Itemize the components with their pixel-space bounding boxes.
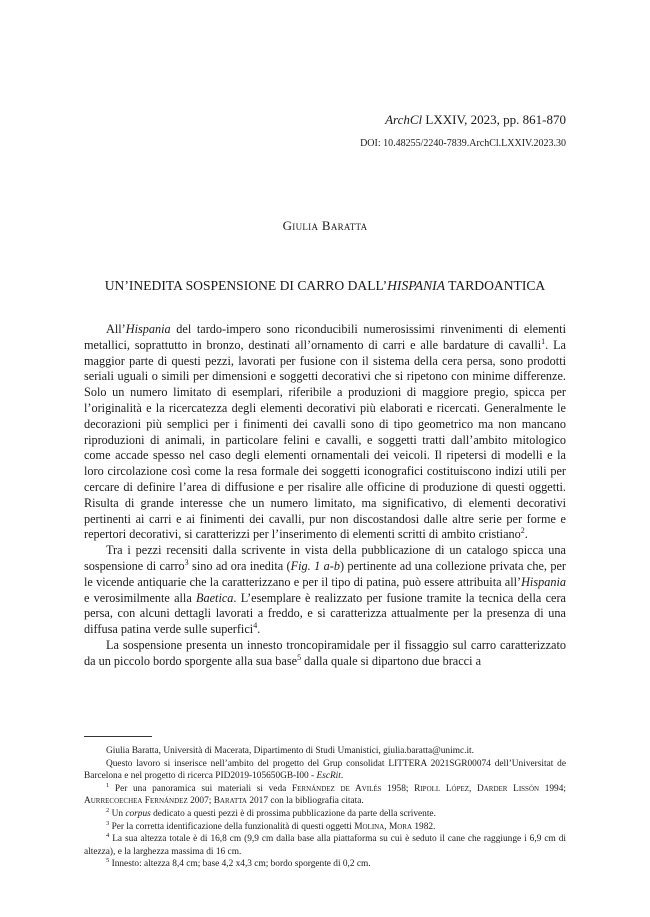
footnote-1: $^1$ Per una panoramica sui materiali si veda Fernández de Avilés 1958; Ripoll López, Darder Lissón 1994; Aurrecoechea Fernández 2007; Baratta 2017 con la bibliografia citata.: [84, 781, 566, 807]
footnote-affiliation: Giulia Baratta, Università di Macerata, Dipartimento di Studi Umanistici, giulia.baratta@unimc.it.: [106, 746, 474, 756]
footnotes: [84, 745, 566, 871]
footnote-ref-3: 3: [184, 557, 189, 567]
footnote-4: $^4$ La sua altezza totale è di 16,8 cm (9,9 cm dalla base alla piattaforma su cui è seduto il cane che raggiunge i 6,9 cm di altezza), e la larghezza massima di 16 cm.: [84, 832, 566, 857]
body-text: [84, 322, 566, 670]
doi: DOI: 10.48255/2240-7839.ArchCl.LXXIV.2023.30: [360, 138, 566, 149]
figure-ref: Fig. 1 a-b: [290, 558, 340, 573]
footnote-ref-2: 2: [520, 526, 525, 536]
paragraph-3: La sospensione presenta un innesto troncopiramidale per il fissaggio sul carro caratterizzato da un piccolo bordo sporgente alla sua base$^5$ dalla quale si dipartono due bracci a: [84, 637, 566, 668]
footnote-ref-4: 4: [253, 621, 258, 631]
footnote-project: Questo lavoro si inserisce nell’ambito del progetto del Grup consolidat LITTERA 2021SGR00074 dell’Universitat de Barcelona e nel progetto di ricerca PID2019-105650GB-I00 - EscRit.: [84, 758, 566, 782]
paragraph-1: All’Hispania del tardo-impero sono riconducibili numerosissimi rinvenimenti di elementi metallici, soprattutto in bronzo, destinati all’ornamento di carri e alle bardature di cavalli$^1$. La maggior parte di questi pezzi, lavorati per fusione con il sistema della cera persa, sono prodotti seriali uguali o simili per dimensioni e soggetti decorativi che si ripetono con minime differenze. Solo un numero limitato di esemplari, riferibile a produzioni di maggiore pregio, spicca per l’originalità e la ricercatezza degli elementi decorativi più elaborati e ricercati. Generalmente le decorazioni più semplici per i finimenti dei cavalli sono di tipo geometrico ma non mancano riproduzioni di animali, in particolare felini e cavalli, e soggetti tratti dall’ambito mitologico come accade spesso nel caso degli elementi ornamentali dei veicoli. Il ripetersi di modelli e la loro circolazione così come la resa formale dei soggetti iconografici costituiscono indizi utili per cercare di definire l’area di diffusione e per risalire alle officine di produzione di questi oggetti. Risulta di grande interesse che un numero limitato, ma significativo, di elementi decorativi pertinenti ai carri e ai finimenti dei cavalli, pur non discostandosi dalle altre serie per forme e repertori decorativi, si caratterizzi per l’inserimento di elementi scritti di ambito cristiano$^2$.: [84, 322, 566, 542]
paragraph-2: Tra i pezzi recensiti dalla scrivente in vista della pubblicazione di un catalogo spicca una sospensione di carro$^3$ sino ad ora inedita (Fig. 1 a-b) pertinente ad una collezione privata che, per le vicende antiquarie che la caratterizzano e per il tipo di patina, può essere attribuita all’Hispania e verosimilmente alla Baetica. L’esemplare è realizzato per fusione tramite la tecnica della cera persa, con alcuni dettagli lavorati a freddo, e si caratterizza attualmente per la presenza di una diffusa patina verde sulle superfici$^4$.: [84, 543, 566, 637]
footnote-2: $^2$ Un corpus dedicato a questi pezzi è di prossima pubblicazione da parte della scrivente.: [106, 806, 436, 819]
journal-citation: [385, 112, 566, 128]
footnote-3: $^3$ Per la corretta identificazione della funzionalità di questi oggetti Molina, Mora 1982.: [106, 819, 436, 832]
journal-name: ArchCl: [385, 112, 423, 127]
footnote-ref-5: 5: [297, 652, 302, 662]
footnote-5: $^5$ Innesto: altezza 8,4 cm; base 4,2 x4,3 cm; bordo sporgente di 0,2 cm.: [106, 857, 371, 870]
footnote-separator: [84, 736, 152, 737]
author-name: Giulia Baratta: [282, 218, 368, 233]
footnote-ref-1: 1: [541, 336, 546, 346]
article-title: UN’INEDITA SOSPENSIONE DI CARRO DALL’HISPANIA TARDOANTICA: [104, 278, 546, 293]
volume-pages: LXXIV, 2023, pp. 861-870: [422, 112, 566, 127]
